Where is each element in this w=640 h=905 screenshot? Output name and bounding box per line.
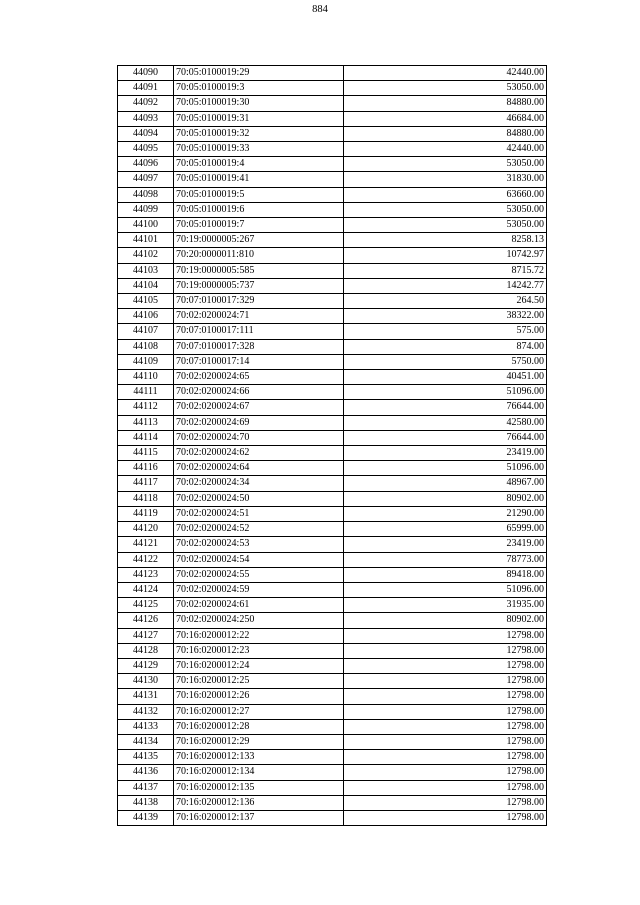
cadastral-value-cell: 84880.00 — [344, 96, 547, 111]
cadastral-number-cell: 70:02:0200024:34 — [174, 476, 344, 491]
table-row — [118, 522, 547, 537]
cadastral-number-cell: 70:05:0100019:7 — [174, 218, 344, 233]
row-number-cell: 44117 — [118, 476, 174, 491]
table-row — [118, 370, 547, 385]
cadastral-value-cell: 23419.00 — [344, 537, 547, 552]
table-row — [118, 248, 547, 263]
cadastral-value-cell: 12798.00 — [344, 734, 547, 749]
cadastral-value-cell: 12798.00 — [344, 719, 547, 734]
cadastral-number-cell: 70:02:0200024:53 — [174, 537, 344, 552]
cadastral-number-cell: 70:16:0200012:28 — [174, 719, 344, 734]
row-number-cell: 44137 — [118, 780, 174, 795]
cadastral-value-cell: 38322.00 — [344, 309, 547, 324]
cadastral-value-cell: 10742.97 — [344, 248, 547, 263]
cadastral-value-cell: 46684.00 — [344, 111, 547, 126]
table-row — [118, 537, 547, 552]
cadastral-number-cell: 70:02:0200024:66 — [174, 385, 344, 400]
cadastral-number-cell: 70:02:0200024:55 — [174, 567, 344, 582]
cadastral-number-cell: 70:02:0200024:51 — [174, 506, 344, 521]
row-number-cell: 44124 — [118, 582, 174, 597]
row-number-cell: 44102 — [118, 248, 174, 263]
row-number-cell: 44134 — [118, 734, 174, 749]
cadastral-value-cell: 12798.00 — [344, 674, 547, 689]
cadastral-value-cell: 51096.00 — [344, 385, 547, 400]
row-number-cell: 44123 — [118, 567, 174, 582]
table-row — [118, 643, 547, 658]
row-number-cell: 44104 — [118, 278, 174, 293]
cadastral-value-cell: 264.50 — [344, 294, 547, 309]
cadastral-value-cell: 12798.00 — [344, 795, 547, 810]
table-row — [118, 66, 547, 81]
table-row — [118, 354, 547, 369]
table-row — [118, 339, 547, 354]
row-number-cell: 44109 — [118, 354, 174, 369]
row-number-cell: 44138 — [118, 795, 174, 810]
cadastral-value-cell: 5750.00 — [344, 354, 547, 369]
table-row — [118, 385, 547, 400]
cadastral-value-cell: 53050.00 — [344, 218, 547, 233]
table-row — [118, 719, 547, 734]
row-number-cell: 44126 — [118, 613, 174, 628]
row-number-cell: 44093 — [118, 111, 174, 126]
cadastral-value-cell: 12798.00 — [344, 628, 547, 643]
row-number-cell: 44115 — [118, 446, 174, 461]
cadastral-value-table — [117, 65, 547, 826]
row-number-cell: 44119 — [118, 506, 174, 521]
row-number-cell: 44103 — [118, 263, 174, 278]
cadastral-number-cell: 70:02:0200024:250 — [174, 613, 344, 628]
cadastral-number-cell: 70:02:0200024:52 — [174, 522, 344, 537]
cadastral-value-cell: 8715.72 — [344, 263, 547, 278]
table-row — [118, 658, 547, 673]
row-number-cell: 44094 — [118, 126, 174, 141]
cadastral-number-cell: 70:07:0100017:328 — [174, 339, 344, 354]
row-number-cell: 44090 — [118, 66, 174, 81]
table-row — [118, 172, 547, 187]
row-number-cell: 44100 — [118, 218, 174, 233]
table-row — [118, 476, 547, 491]
row-number-cell: 44096 — [118, 157, 174, 172]
row-number-cell: 44097 — [118, 172, 174, 187]
table-body — [118, 66, 547, 826]
row-number-cell: 44092 — [118, 96, 174, 111]
cadastral-number-cell: 70:16:0200012:26 — [174, 689, 344, 704]
cadastral-number-cell: 70:05:0100019:32 — [174, 126, 344, 141]
table-row — [118, 613, 547, 628]
cadastral-value-cell: 76644.00 — [344, 400, 547, 415]
table-row — [118, 734, 547, 749]
table-row — [118, 202, 547, 217]
cadastral-number-cell: 70:19:0000005:737 — [174, 278, 344, 293]
table-row — [118, 689, 547, 704]
table-row — [118, 324, 547, 339]
cadastral-value-cell: 80902.00 — [344, 491, 547, 506]
cadastral-value-cell: 53050.00 — [344, 81, 547, 96]
cadastral-number-cell: 70:05:0100019:3 — [174, 81, 344, 96]
cadastral-value-cell: 53050.00 — [344, 157, 547, 172]
row-number-cell: 44122 — [118, 552, 174, 567]
cadastral-value-cell: 12798.00 — [344, 765, 547, 780]
cadastral-number-cell: 70:02:0200024:65 — [174, 370, 344, 385]
cadastral-number-cell: 70:07:0100017:329 — [174, 294, 344, 309]
cadastral-value-cell: 63660.00 — [344, 187, 547, 202]
row-number-cell: 44136 — [118, 765, 174, 780]
cadastral-number-cell: 70:16:0200012:22 — [174, 628, 344, 643]
cadastral-value-cell: 23419.00 — [344, 446, 547, 461]
cadastral-value-cell: 12798.00 — [344, 750, 547, 765]
table-row — [118, 704, 547, 719]
row-number-cell: 44116 — [118, 461, 174, 476]
cadastral-number-cell: 70:02:0200024:59 — [174, 582, 344, 597]
table-row — [118, 567, 547, 582]
cadastral-number-cell: 70:07:0100017:14 — [174, 354, 344, 369]
cadastral-value-cell: 78773.00 — [344, 552, 547, 567]
cadastral-number-cell: 70:05:0100019:6 — [174, 202, 344, 217]
cadastral-number-cell: 70:02:0200024:69 — [174, 415, 344, 430]
row-number-cell: 44106 — [118, 309, 174, 324]
cadastral-number-cell: 70:19:0000005:267 — [174, 233, 344, 248]
table-row — [118, 415, 547, 430]
cadastral-value-cell: 12798.00 — [344, 704, 547, 719]
cadastral-number-cell: 70:16:0200012:23 — [174, 643, 344, 658]
cadastral-number-cell: 70:16:0200012:137 — [174, 810, 344, 825]
cadastral-number-cell: 70:16:0200012:27 — [174, 704, 344, 719]
cadastral-number-cell: 70:02:0200024:67 — [174, 400, 344, 415]
cadastral-value-cell: 21290.00 — [344, 506, 547, 521]
cadastral-number-cell: 70:05:0100019:33 — [174, 142, 344, 157]
table-row — [118, 126, 547, 141]
row-number-cell: 44120 — [118, 522, 174, 537]
table-row — [118, 750, 547, 765]
row-number-cell: 44130 — [118, 674, 174, 689]
cadastral-value-cell: 42580.00 — [344, 415, 547, 430]
table-row — [118, 674, 547, 689]
cadastral-number-cell: 70:05:0100019:4 — [174, 157, 344, 172]
row-number-cell: 44098 — [118, 187, 174, 202]
cadastral-value-cell: 42440.00 — [344, 66, 547, 81]
row-number-cell: 44099 — [118, 202, 174, 217]
cadastral-value-cell: 12798.00 — [344, 643, 547, 658]
cadastral-number-cell: 70:05:0100019:30 — [174, 96, 344, 111]
row-number-cell: 44128 — [118, 643, 174, 658]
row-number-cell: 44129 — [118, 658, 174, 673]
cadastral-number-cell: 70:16:0200012:136 — [174, 795, 344, 810]
cadastral-number-cell: 70:05:0100019:31 — [174, 111, 344, 126]
table-row — [118, 309, 547, 324]
row-number-cell: 44110 — [118, 370, 174, 385]
cadastral-value-cell: 48967.00 — [344, 476, 547, 491]
table-row — [118, 582, 547, 597]
row-number-cell: 44118 — [118, 491, 174, 506]
cadastral-value-cell: 31935.00 — [344, 598, 547, 613]
cadastral-number-cell: 70:07:0100017:111 — [174, 324, 344, 339]
cadastral-value-cell: 8258.13 — [344, 233, 547, 248]
cadastral-value-cell: 80902.00 — [344, 613, 547, 628]
cadastral-value-cell: 40451.00 — [344, 370, 547, 385]
table-row — [118, 810, 547, 825]
cadastral-value-cell: 12798.00 — [344, 689, 547, 704]
cadastral-value-cell: 53050.00 — [344, 202, 547, 217]
cadastral-number-cell: 70:16:0200012:25 — [174, 674, 344, 689]
cadastral-number-cell: 70:05:0100019:41 — [174, 172, 344, 187]
page-number: 884 — [312, 4, 328, 15]
cadastral-number-cell: 70:16:0200012:29 — [174, 734, 344, 749]
row-number-cell: 44107 — [118, 324, 174, 339]
cadastral-number-cell: 70:02:0200024:62 — [174, 446, 344, 461]
cadastral-value-cell: 12798.00 — [344, 810, 547, 825]
table-row — [118, 795, 547, 810]
cadastral-number-cell: 70:16:0200012:134 — [174, 765, 344, 780]
table-row — [118, 142, 547, 157]
table-row — [118, 294, 547, 309]
cadastral-number-cell: 70:16:0200012:135 — [174, 780, 344, 795]
table-row — [118, 765, 547, 780]
table-row — [118, 233, 547, 248]
table-row — [118, 430, 547, 445]
row-number-cell: 44095 — [118, 142, 174, 157]
table-row — [118, 446, 547, 461]
cadastral-number-cell: 70:16:0200012:24 — [174, 658, 344, 673]
row-number-cell: 44127 — [118, 628, 174, 643]
cadastral-number-cell: 70:02:0200024:71 — [174, 309, 344, 324]
cadastral-value-cell: 51096.00 — [344, 461, 547, 476]
row-number-cell: 44113 — [118, 415, 174, 430]
row-number-cell: 44132 — [118, 704, 174, 719]
table-row — [118, 461, 547, 476]
cadastral-number-cell: 70:02:0200024:70 — [174, 430, 344, 445]
table-row — [118, 506, 547, 521]
table-row — [118, 628, 547, 643]
cadastral-number-cell: 70:02:0200024:61 — [174, 598, 344, 613]
table-row — [118, 278, 547, 293]
table-row — [118, 111, 547, 126]
cadastral-number-cell: 70:05:0100019:5 — [174, 187, 344, 202]
table-row — [118, 96, 547, 111]
row-number-cell: 44112 — [118, 400, 174, 415]
cadastral-number-cell: 70:02:0200024:54 — [174, 552, 344, 567]
cadastral-number-cell: 70:16:0200012:133 — [174, 750, 344, 765]
row-number-cell: 44135 — [118, 750, 174, 765]
table-row — [118, 81, 547, 96]
row-number-cell: 44091 — [118, 81, 174, 96]
cadastral-number-cell: 70:02:0200024:50 — [174, 491, 344, 506]
cadastral-value-cell: 575.00 — [344, 324, 547, 339]
cadastral-value-cell: 874.00 — [344, 339, 547, 354]
cadastral-value-cell: 12798.00 — [344, 658, 547, 673]
cadastral-value-cell: 76644.00 — [344, 430, 547, 445]
cadastral-number-cell: 70:02:0200024:64 — [174, 461, 344, 476]
cadastral-value-cell: 84880.00 — [344, 126, 547, 141]
cadastral-number-cell: 70:05:0100019:29 — [174, 66, 344, 81]
row-number-cell: 44131 — [118, 689, 174, 704]
table-row — [118, 598, 547, 613]
row-number-cell: 44125 — [118, 598, 174, 613]
cadastral-value-cell: 31830.00 — [344, 172, 547, 187]
row-number-cell: 44111 — [118, 385, 174, 400]
cadastral-value-cell: 51096.00 — [344, 582, 547, 597]
table-row — [118, 552, 547, 567]
cadastral-number-cell: 70:20:0000011:810 — [174, 248, 344, 263]
table-row — [118, 263, 547, 278]
table-row — [118, 187, 547, 202]
row-number-cell: 44139 — [118, 810, 174, 825]
cadastral-value-cell: 14242.77 — [344, 278, 547, 293]
cadastral-value-cell: 12798.00 — [344, 780, 547, 795]
row-number-cell: 44133 — [118, 719, 174, 734]
row-number-cell: 44105 — [118, 294, 174, 309]
table-row — [118, 218, 547, 233]
table-row — [118, 491, 547, 506]
table-row — [118, 780, 547, 795]
cadastral-number-cell: 70:19:0000005:585 — [174, 263, 344, 278]
row-number-cell: 44101 — [118, 233, 174, 248]
cadastral-value-cell: 65999.00 — [344, 522, 547, 537]
row-number-cell: 44121 — [118, 537, 174, 552]
row-number-cell: 44114 — [118, 430, 174, 445]
table-row — [118, 400, 547, 415]
cadastral-value-cell: 42440.00 — [344, 142, 547, 157]
cadastral-value-cell: 89418.00 — [344, 567, 547, 582]
row-number-cell: 44108 — [118, 339, 174, 354]
table-row — [118, 157, 547, 172]
